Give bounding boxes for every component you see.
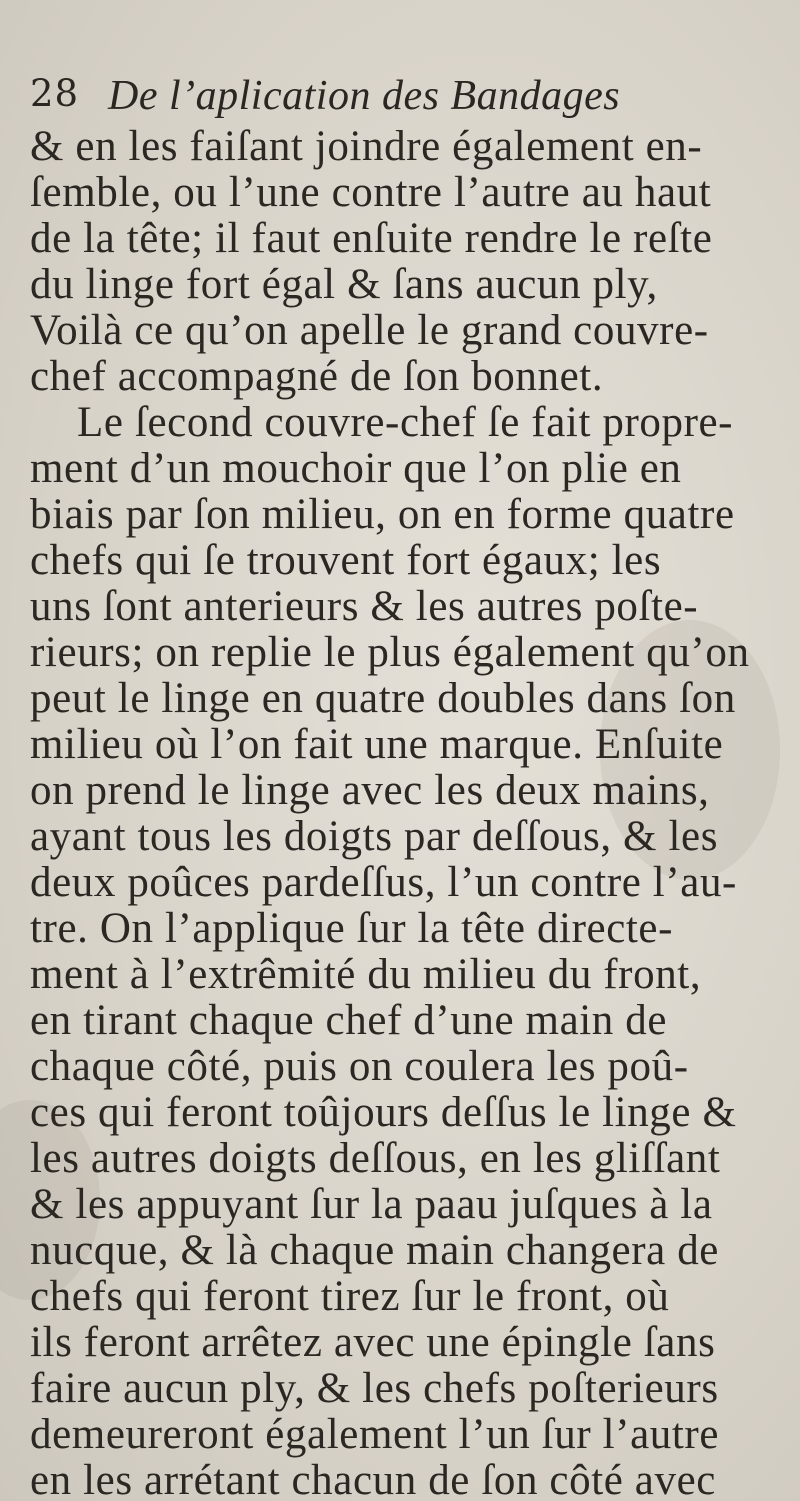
text-line: Le ſecond couvre-chef ſe fait propre- — [77, 399, 734, 446]
page-header — [30, 72, 750, 124]
text-line: chef accompagné de ſon bonnet. — [30, 353, 604, 400]
text-line: ayant tous les doigts par deſſous, & les — [30, 813, 719, 860]
text-line: chefs qui feront tirez ſur le front, où — [30, 1273, 670, 1320]
text-line: faire aucun ply, & les chefs poſterieurs — [30, 1365, 719, 1412]
text-line: nucque, & là chaque main changera de — [30, 1227, 719, 1274]
text-line: ces qui feront toûjours deſſus le linge & — [30, 1089, 737, 1136]
text-line: & en les faiſant joindre également en- — [30, 123, 703, 170]
text-line: uns ſont anterieurs & les autres poſte- — [30, 583, 699, 630]
text-line: biais par ſon milieu, on en forme quatre — [30, 491, 735, 538]
text-line: peut le linge en quatre doubles dans ſon — [30, 675, 736, 722]
text-line: en les arrétant chacun de ſon côté avec — [30, 1457, 716, 1501]
text-line: de la tête; il faut enſuite rendre le reſte — [30, 215, 713, 262]
text-line: tre. On l’applique ſur la tête directe- — [30, 905, 674, 952]
text-line: en tirant chaque chef d’une main de — [30, 997, 668, 1044]
text-line: milieu où l’on fait une marque. Enſuite — [30, 721, 724, 768]
text-line: rieurs; on replie le plus également qu’on — [30, 629, 750, 676]
text-line: chefs qui ſe trouvent fort égaux; les — [30, 537, 662, 584]
text-line: ment à l’extrêmité du milieu du front, — [30, 951, 702, 998]
text-line: demeureront également l’un ſur l’autre — [30, 1411, 720, 1458]
page-number: 28 — [30, 72, 80, 115]
text-line: on prend le linge avec les deux mains, — [30, 767, 710, 814]
text-line: du linge fort égal & ſans aucun ply, — [30, 261, 658, 308]
text-line: chaque côté, puis on coulera les poû- — [30, 1043, 689, 1090]
text-line: & les appuyant ſur la paau juſques à la — [30, 1181, 713, 1228]
text-line: ſemble, ou l’une contre l’autre au haut — [30, 169, 712, 216]
text-line: ment d’un mouchoir que l’on plie en — [30, 445, 682, 492]
body-text — [30, 124, 775, 1501]
text-line: ils feront arrêtez avec une épingle ſans — [30, 1319, 716, 1366]
text-line: deux poûces pardeſſus, l’un contre l’au- — [30, 859, 737, 906]
running-title: De l’aplication des Bandages — [108, 73, 621, 119]
text-line: les autres doigts deſſous, en les gliſſant — [30, 1135, 721, 1182]
text-line: Voilà ce qu’on apelle le grand couvre- — [30, 307, 709, 354]
